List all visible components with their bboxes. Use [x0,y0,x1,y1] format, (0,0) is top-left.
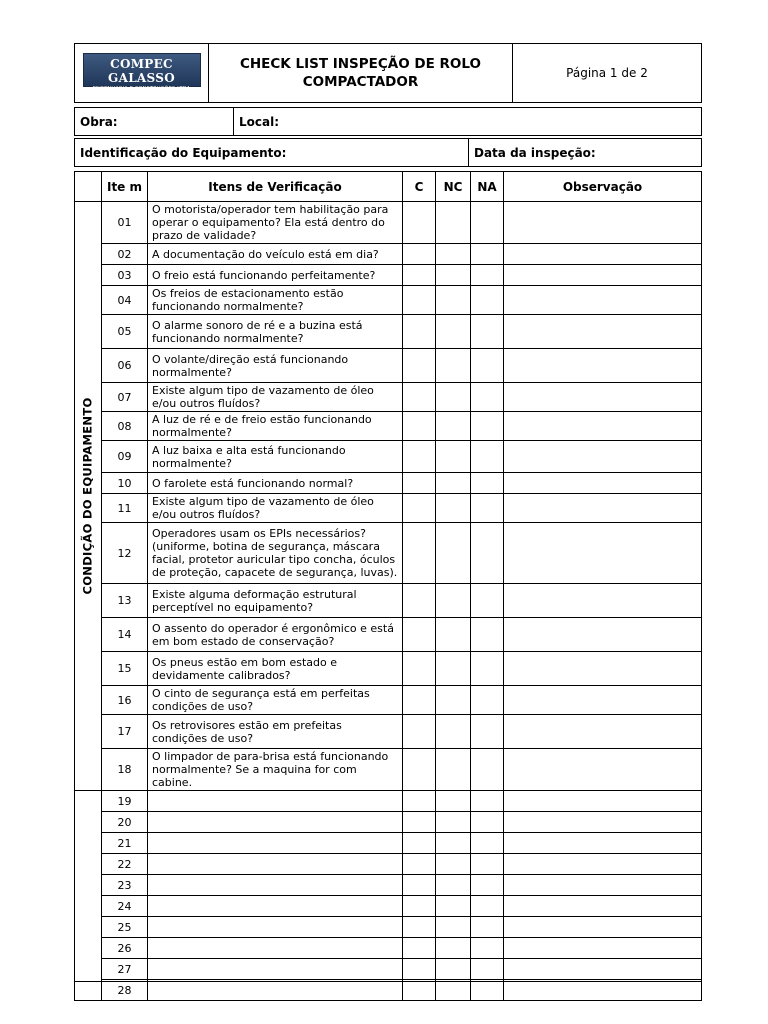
nc-checkbox-cell[interactable] [436,812,471,833]
observation-cell[interactable] [504,244,702,265]
document-title [209,44,513,103]
item-text [148,854,403,875]
item-number: 25 [102,917,148,938]
local-field[interactable]: Local: [234,108,702,136]
c-checkbox-cell[interactable] [403,896,436,917]
nc-checkbox-cell[interactable] [436,349,471,383]
item-text: O freio está funcionando perfeitamente? [148,265,403,286]
nc-checkbox-cell[interactable] [436,938,471,959]
logo-tagline: ENGENHARIA E CONSTRUÇÕES LTDA [92,85,191,92]
c-checkbox-cell[interactable] [403,412,436,441]
table-row [75,854,702,875]
c-checkbox-cell[interactable] [403,349,436,383]
item-text: O farolete está funcionando normal? [148,473,403,494]
observation-cell[interactable] [504,959,702,980]
col-observacao: Observação [504,172,702,202]
table-row [75,833,702,854]
item-number: 13 [102,584,148,618]
company-logo [83,53,201,92]
item-text: O alarme sonoro de ré e a buzina está funcionando normalmente? [148,315,403,349]
equipment-id-field[interactable]: Identificação do Equipamento: [75,139,469,167]
observation-cell[interactable] [504,791,702,812]
nc-checkbox-cell[interactable] [436,383,471,412]
table-row [75,383,702,412]
table-row [75,812,702,833]
section-empty-cell [75,791,102,1001]
nc-checkbox-cell[interactable] [436,584,471,618]
nc-checkbox-cell[interactable] [436,875,471,896]
item-number: 16 [102,686,148,715]
info-table [74,107,702,136]
nc-checkbox-cell[interactable] [436,896,471,917]
c-checkbox-cell[interactable] [403,523,436,584]
item-text: A luz de ré e de freio estão funcionando normalmente? [148,412,403,441]
c-checkbox-cell[interactable] [403,791,436,812]
na-checkbox-cell[interactable] [471,584,504,618]
nc-checkbox-cell[interactable] [436,286,471,315]
nc-checkbox-cell[interactable] [436,959,471,980]
observation-cell[interactable] [504,980,702,1001]
observation-cell[interactable] [504,286,702,315]
item-text: O cinto de segurança está em perfeitas condições de uso? [148,686,403,715]
item-text: O motorista/operador tem habilitação para operar o equipamento? Ela está dentro do prazo de validade? [148,202,403,244]
c-checkbox-cell[interactable] [403,652,436,686]
item-number: 15 [102,652,148,686]
item-text [148,791,403,812]
nc-checkbox-cell[interactable] [436,652,471,686]
nc-checkbox-cell[interactable] [436,265,471,286]
item-number: 24 [102,896,148,917]
item-number: 18 [102,749,148,791]
na-checkbox-cell[interactable] [471,980,504,1001]
observation-cell[interactable] [504,494,702,523]
na-checkbox-cell[interactable] [471,349,504,383]
nc-checkbox-cell[interactable] [436,523,471,584]
item-number: 26 [102,938,148,959]
c-checkbox-cell[interactable] [403,980,436,1001]
item-text: Operadores usam os EPIs necessários? (uniforme, botina de segurança, máscara facial, protetor auricular tipo concha, óculos de proteção, capacete de segurança, luvas). [148,523,403,584]
page-number: Página 1 de 2 [513,44,702,103]
nc-checkbox-cell[interactable] [436,715,471,749]
item-number: 11 [102,494,148,523]
table-row [75,265,702,286]
table-row [75,315,702,349]
na-checkbox-cell[interactable] [471,686,504,715]
observation-cell[interactable] [504,473,702,494]
nc-checkbox-cell[interactable] [436,917,471,938]
inspection-date-field[interactable]: Data da inspeção: [469,139,702,167]
item-number: 06 [102,349,148,383]
na-checkbox-cell[interactable] [471,875,504,896]
c-checkbox-cell[interactable] [403,686,436,715]
item-text: A documentação do veículo está em dia? [148,244,403,265]
c-checkbox-cell[interactable] [403,938,436,959]
nc-checkbox-cell[interactable] [436,494,471,523]
na-checkbox-cell[interactable] [471,202,504,244]
c-checkbox-cell[interactable] [403,494,436,523]
item-text: A luz baixa e alta está funcionando normalmente? [148,441,403,473]
section-label-cell [75,202,102,791]
nc-checkbox-cell[interactable] [436,202,471,244]
nc-checkbox-cell[interactable] [436,791,471,812]
c-checkbox-cell[interactable] [403,959,436,980]
c-checkbox-cell[interactable] [403,286,436,315]
c-checkbox-cell[interactable] [403,584,436,618]
checklist-page [74,43,702,1001]
c-checkbox-cell[interactable] [403,812,436,833]
observation-cell[interactable] [504,584,702,618]
item-number: 22 [102,854,148,875]
c-checkbox-cell[interactable] [403,265,436,286]
nc-checkbox-cell[interactable] [436,854,471,875]
nc-checkbox-cell[interactable] [436,315,471,349]
c-checkbox-cell[interactable] [403,383,436,412]
table-row [75,202,702,244]
col-c: C [403,172,436,202]
table-row [75,686,702,715]
na-checkbox-cell[interactable] [471,938,504,959]
table-row [75,412,702,441]
na-checkbox-cell[interactable] [471,618,504,652]
na-checkbox-cell[interactable] [471,383,504,412]
item-number: 05 [102,315,148,349]
na-checkbox-cell[interactable] [471,286,504,315]
col-item: Ite m [102,172,148,202]
observation-cell[interactable] [504,412,702,441]
item-number: 03 [102,265,148,286]
c-checkbox-cell[interactable] [403,749,436,791]
observation-cell[interactable] [504,383,702,412]
checklist-table [74,171,702,1001]
item-number: 23 [102,875,148,896]
nc-checkbox-cell[interactable] [436,412,471,441]
nc-checkbox-cell[interactable] [436,473,471,494]
item-number: 01 [102,202,148,244]
c-checkbox-cell[interactable] [403,244,436,265]
c-checkbox-cell[interactable] [403,917,436,938]
na-checkbox-cell[interactable] [471,441,504,473]
table-row [75,473,702,494]
logo-name: COMPEC GALASSO [108,56,175,85]
nc-checkbox-cell[interactable] [436,618,471,652]
observation-cell[interactable] [504,441,702,473]
observation-cell[interactable] [504,938,702,959]
na-checkbox-cell[interactable] [471,833,504,854]
na-checkbox-cell[interactable] [471,523,504,584]
na-checkbox-cell[interactable] [471,896,504,917]
na-checkbox-cell[interactable] [471,473,504,494]
c-checkbox-cell[interactable] [403,854,436,875]
table-row [75,584,702,618]
table-row [75,523,702,584]
item-number: 20 [102,812,148,833]
item-number: 12 [102,523,148,584]
item-text: Os freios de estacionamento estão funcionando normalmente? [148,286,403,315]
item-number: 09 [102,441,148,473]
item-text: O volante/direção está funcionando normalmente? [148,349,403,383]
item-number: 27 [102,959,148,980]
na-checkbox-cell[interactable] [471,854,504,875]
info-table-2 [74,138,702,167]
item-text [148,938,403,959]
c-checkbox-cell[interactable] [403,715,436,749]
item-number: 21 [102,833,148,854]
na-checkbox-cell[interactable] [471,959,504,980]
table-row [75,959,702,980]
item-text [148,812,403,833]
na-checkbox-cell[interactable] [471,715,504,749]
header-table [74,43,702,103]
c-checkbox-cell[interactable] [403,202,436,244]
na-checkbox-cell[interactable] [471,791,504,812]
observation-cell[interactable] [504,854,702,875]
observation-cell[interactable] [504,812,702,833]
item-text: Existe alguma deformação estrutural perceptível no equipamento? [148,584,403,618]
item-text [148,875,403,896]
table-row [75,749,702,791]
nc-checkbox-cell[interactable] [436,686,471,715]
c-checkbox-cell[interactable] [403,473,436,494]
observation-cell[interactable] [504,523,702,584]
nc-checkbox-cell[interactable] [436,749,471,791]
observation-cell[interactable] [504,715,702,749]
observation-cell[interactable] [504,652,702,686]
table-row [75,286,702,315]
c-checkbox-cell[interactable] [403,833,436,854]
observation-cell[interactable] [504,875,702,896]
item-number: 19 [102,791,148,812]
item-text: Os retrovisores estão em prefeitas condições de uso? [148,715,403,749]
item-text: Existe algum tipo de vazamento de óleo e/ou outros fluídos? [148,383,403,412]
title-line-1: CHECK LIST INSPEÇÃO DE ROLO [239,56,482,72]
c-checkbox-cell[interactable] [403,315,436,349]
na-checkbox-cell[interactable] [471,412,504,441]
item-text [148,917,403,938]
section-header-cell [75,172,102,202]
item-text: O assento do operador é ergonômico e está em bom estado de conservação? [148,618,403,652]
col-na: NA [471,172,504,202]
item-number: 28 [102,980,148,1001]
item-text [148,959,403,980]
table-row [75,244,702,265]
table-row [75,938,702,959]
item-text [148,896,403,917]
nc-checkbox-cell[interactable] [436,244,471,265]
table-row [75,896,702,917]
na-checkbox-cell[interactable] [471,749,504,791]
item-text: Os pneus estão em bom estado e devidamente calibrados? [148,652,403,686]
na-checkbox-cell[interactable] [471,494,504,523]
table-row [75,618,702,652]
item-number: 02 [102,244,148,265]
col-nc: NC [436,172,471,202]
table-row [75,349,702,383]
logo-cell [75,44,209,103]
c-checkbox-cell[interactable] [403,875,436,896]
table-row [75,917,702,938]
nc-checkbox-cell[interactable] [436,980,471,1001]
footer-line [74,981,702,982]
nc-checkbox-cell[interactable] [436,833,471,854]
na-checkbox-cell[interactable] [471,244,504,265]
item-text: O limpador de para-brisa está funcionando normalmente? Se a maquina for com cabine. [148,749,403,791]
table-row [75,494,702,523]
table-row [75,791,702,812]
na-checkbox-cell[interactable] [471,315,504,349]
obra-field[interactable]: Obra: [75,108,234,136]
item-number: 07 [102,383,148,412]
na-checkbox-cell[interactable] [471,265,504,286]
item-text [148,833,403,854]
nc-checkbox-cell[interactable] [436,441,471,473]
observation-cell[interactable] [504,686,702,715]
observation-cell[interactable] [504,833,702,854]
observation-cell[interactable] [504,749,702,791]
observation-cell[interactable] [504,896,702,917]
table-row [75,875,702,896]
section-label: CONDIÇÃO DO EQUIPAMENTO [80,397,95,595]
table-row [75,652,702,686]
item-number: 14 [102,618,148,652]
col-itens-verificacao: Itens de Verificação [148,172,403,202]
observation-cell[interactable] [504,202,702,244]
c-checkbox-cell[interactable] [403,618,436,652]
observation-cell[interactable] [504,618,702,652]
na-checkbox-cell[interactable] [471,652,504,686]
title-line-2: COMPACTADOR [302,74,419,90]
table-row [75,441,702,473]
na-checkbox-cell[interactable] [471,917,504,938]
observation-cell[interactable] [504,265,702,286]
table-row [75,980,702,1001]
item-number: 17 [102,715,148,749]
na-checkbox-cell[interactable] [471,812,504,833]
item-number: 10 [102,473,148,494]
item-number: 04 [102,286,148,315]
item-number: 08 [102,412,148,441]
item-text: Existe algum tipo de vazamento de óleo e/ou outros fluídos? [148,494,403,523]
observation-cell[interactable] [504,349,702,383]
c-checkbox-cell[interactable] [403,441,436,473]
item-text [148,980,403,1001]
observation-cell[interactable] [504,315,702,349]
table-header-row [75,172,702,202]
observation-cell[interactable] [504,917,702,938]
table-row [75,715,702,749]
